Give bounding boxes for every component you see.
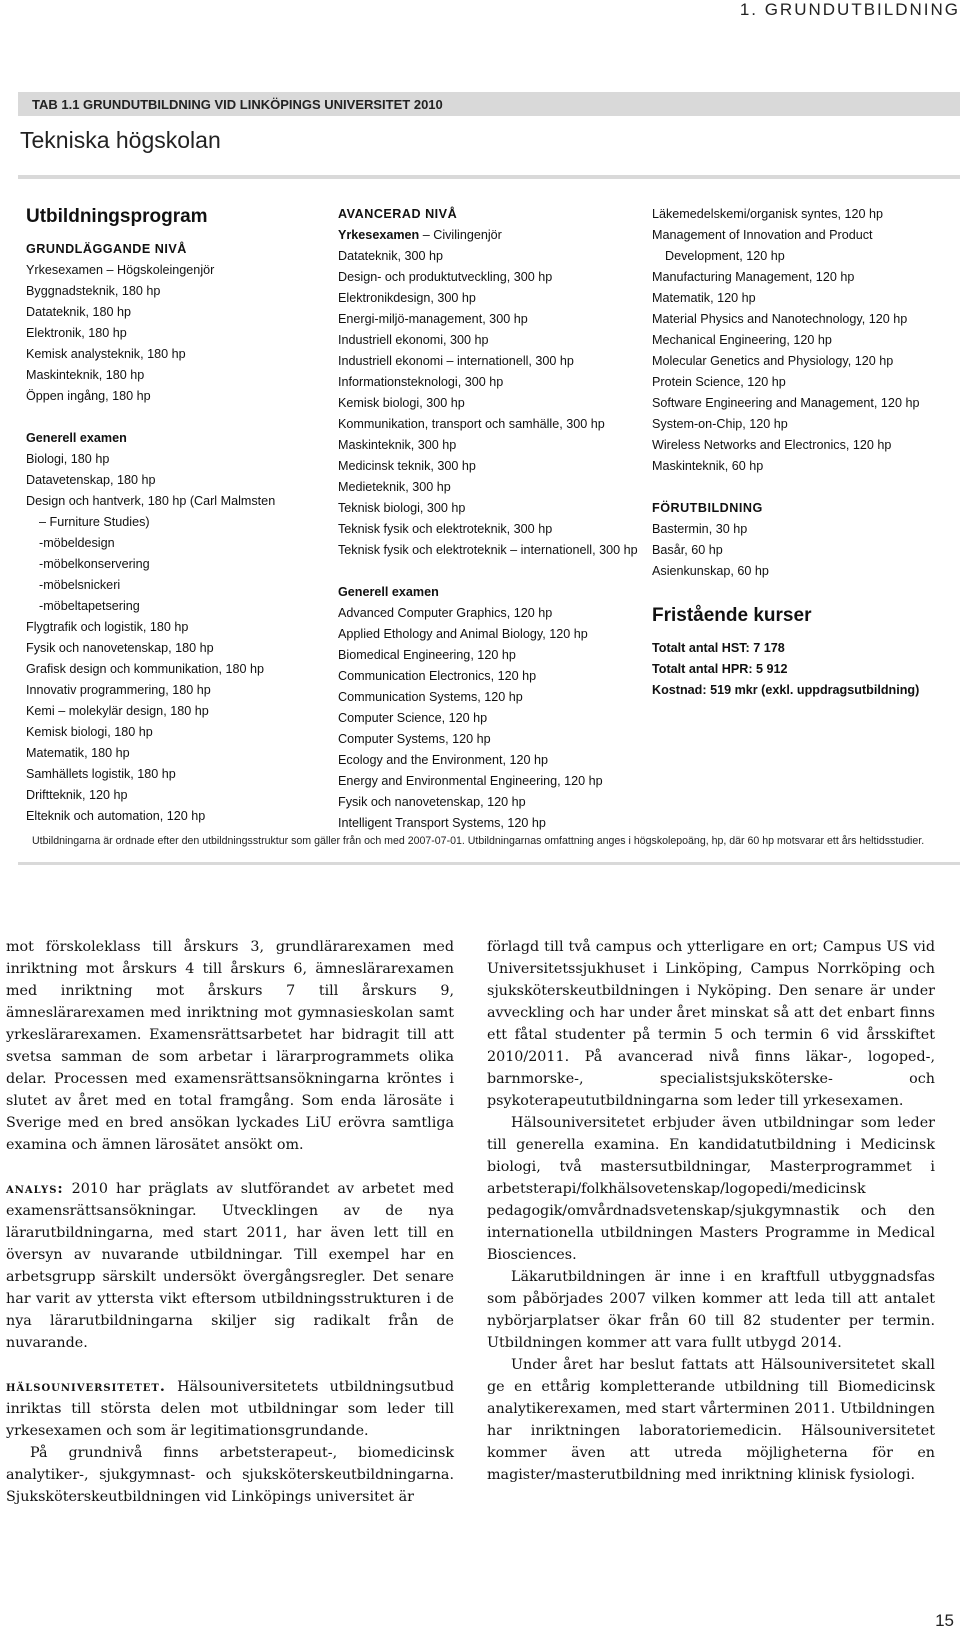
paragraph: Läkarutbildningen är inne i en kraftfull utbyggnadsfas som påbörjades 2007 vilken kommer att leda till att antalet nybörjarplatser ökar från 60 till 82 studenter per termin. Utbildningen kommer att vara fullt utbygd 2014.	[487, 1269, 935, 1351]
list-item: Samhällets logistik, 180 hp	[26, 767, 176, 781]
list-item: Maskinteknik, 180 hp	[26, 368, 145, 382]
list-item: Energi-miljö-management, 300 hp	[338, 312, 528, 326]
list-item: Kostnad: 519 mkr (exkl. uppdragsutbildning)	[652, 683, 920, 697]
list-item: Driftteknik, 120 hp	[26, 788, 128, 802]
examen-label: Yrkesexamen – Högskoleingenjör	[26, 263, 215, 277]
body-column-left	[6, 936, 454, 1508]
paragraph: Under året har beslut fattats att Hälsouniversitetet skall ge en ettårig kompletterande utbildning till Biomedicinsk analytikerexamen, med start vårterminen 2011. Utbildningen har inriktningen laboratoriemedicin. Hälsouniversitetet kommer även att utreda möjligheterna för en magister/masterutbildning med inriktning klinisk fysiologi.	[487, 1357, 935, 1483]
table-head: TAB 1.1 GRUNDUTBILDNING VID LINKÖPINGS UNIVERSITET 2010	[18, 92, 960, 116]
list-item: Kemisk biologi, 300 hp	[338, 396, 465, 410]
list-item: Teknisk biologi, 300 hp	[338, 501, 466, 515]
list-item: Intelligent Transport Systems, 120 hp	[338, 816, 546, 830]
list-item: Informationsteknologi, 300 hp	[338, 375, 504, 389]
list-item: Advanced Computer Graphics, 120 hp	[338, 606, 553, 620]
table-box	[18, 92, 960, 902]
paragraph: Hälsouniversitetet erbjuder även utbildningar som leder till generella examina. En kandidatutbildning i Medicinsk biologi, två mastersutbildningar, Masterprogrammet i arbetsterapi/folkhälsovetenskap/logopedi/medicinsk pedagogik/omvårdnadsvetenskap/sjukgymnastik och den internationella utbildningen Masters Programme in Medical Biosciences.	[487, 1115, 935, 1263]
list-item: Flygtrafik och logistik, 180 hp	[26, 620, 189, 634]
list-item: Teknisk fysik och elektroteknik – internationell, 300 hp	[338, 543, 638, 557]
list-item: Innovativ programmering, 180 hp	[26, 683, 211, 697]
list-item: Energy and Environmental Engineering, 120 hp	[338, 774, 603, 788]
table-column-1	[26, 204, 306, 827]
list-item: Industriell ekonomi – internationell, 300 hp	[338, 354, 574, 368]
list-item: Byggnadsteknik, 180 hp	[26, 284, 161, 298]
list-item: Maskinteknik, 60 hp	[652, 459, 764, 473]
list-item: Datateknik, 180 hp	[26, 305, 132, 319]
paragraph: förlagd till två campus och ytterligare en ort; Campus US vid Universitetssjukhuset i Linköping, Campus Norrköping och sjuksköterskeutbildningen i Nyköping. Den senare är under avveckling och har under året minskat så att det enbart finns ett fåtal studenter på termin 5 och termin 6 vid årsskiftet 2010/2011. På avancerad nivå finns läkar-, logoped-, barnmorske-, specialistsjuksköterske- och psykoterapeututbildningarna som leder till yrkesexamen.	[487, 939, 935, 1109]
list-item: Basår, 60 hp	[652, 543, 723, 557]
list-item: Totalt antal HPR: 5 912	[652, 662, 788, 676]
list-item: Kemi – molekylär design, 180 hp	[26, 704, 209, 718]
list-item: Software Engineering and Management, 120 hp	[652, 396, 920, 410]
list-item: Communication Systems, 120 hp	[338, 690, 523, 704]
examen-bold: Yrkesexamen	[338, 228, 420, 242]
list-item: Biomedical Engineering, 120 hp	[338, 648, 516, 662]
list-item: Material Physics and Nanotechnology, 120 hp	[652, 312, 908, 326]
list-item: Asienkunskap, 60 hp	[652, 564, 769, 578]
table-column-3	[652, 204, 952, 701]
list-item: Computer Science, 120 hp	[338, 711, 488, 725]
list-item: Elteknik och automation, 120 hp	[26, 809, 206, 823]
examen-rest: – Civilingenjör	[419, 228, 502, 242]
pre-education-heading: FÖRUTBILDNING	[652, 501, 763, 515]
list-item: Industriell ekonomi, 300 hp	[338, 333, 489, 347]
list-item: Wireless Networks and Electronics, 120 hp	[652, 438, 892, 452]
list-item: Communication Electronics, 120 hp	[338, 669, 537, 683]
table-column-2	[338, 204, 638, 834]
list-item: Design och hantverk, 180 hp (Carl Malmsten	[26, 494, 276, 508]
paragraph: hälsouniversitetet. Hälsouniversitetets utbildningsutbud inriktas till största delen mot utbildningar som leder till yrkesexamen och som är legitimationsgrundande.	[6, 1379, 454, 1439]
list-item: Grafisk design och kommunikation, 180 hp	[26, 662, 265, 676]
list-item: Mechanical Engineering, 120 hp	[652, 333, 832, 347]
list-item: Management of Innovation and Product	[652, 228, 873, 242]
list-item: System-on-Chip, 120 hp	[652, 417, 788, 431]
list-item: Ecology and the Environment, 120 hp	[338, 753, 549, 767]
list-item: Kommunikation, transport och samhälle, 300 hp	[338, 417, 605, 431]
free-courses-title: Fristående kurser	[652, 605, 812, 626]
list-item: Fysik och nanovetenskap, 180 hp	[26, 641, 214, 655]
page-number: 15	[935, 1611, 954, 1630]
list-item: Datavetenskap, 180 hp	[26, 473, 156, 487]
general-heading: Generell examen	[26, 431, 127, 445]
list-item: Elektronik, 180 hp	[26, 326, 127, 340]
list-item: Matematik, 120 hp	[652, 291, 756, 305]
list-item: Fysik och nanovetenskap, 120 hp	[338, 795, 526, 809]
paragraph: mot förskoleklass till årskurs 3, grundlärarexamen med inriktning mot årskurs 4 till årskurs 6, ämneslärarexamen med inriktning mot årskurs 7 till årskurs 9, ämneslärarexamen med inriktning mot gymnasieskolan samt yrkeslärarexamen. Examensrättsarbetet har bidragit till att svetsa samman de som arbetar i lärarprogrammets olika delar. Processen med examensrättsansökningarna kröntes i slutet av året med en total framgång. Som enda lärosäte i Sverige med en bred ansökan lyckades LiU erövra samtliga examina och ämnen lärosätet ansökt om.	[6, 939, 454, 1153]
run-in-heading: analys:	[6, 1181, 64, 1197]
table-footnote: Utbildningarna är ordnade efter den utbildningsstruktur som gäller från och med 2007-07-01. Utbildningarnas omfattning anges i högskolepoäng, hp, där 60 hp motsvarar ett års heltidsstudier.	[32, 835, 925, 847]
list-item: Teknisk fysik och elektroteknik, 300 hp	[338, 522, 553, 536]
list-item: Biologi, 180 hp	[26, 452, 110, 466]
general-heading: Generell examen	[338, 585, 439, 599]
list-item: Development, 120 hp	[665, 249, 785, 263]
list-item: Elektronikdesign, 300 hp	[338, 291, 476, 305]
body-column-right	[487, 936, 935, 1486]
running-head: 1. GRUNDUTBILDNING	[739, 0, 960, 19]
level-heading: AVANCERAD NIVÅ	[338, 207, 458, 221]
list-item: Läkemedelskemi/organisk syntes, 120 hp	[652, 207, 884, 221]
list-item: Maskinteknik, 300 hp	[338, 438, 457, 452]
list-item: Design- och produktutveckling, 300 hp	[338, 270, 553, 284]
examen-label	[338, 225, 628, 246]
list-item: Kemisk analysteknik, 180 hp	[26, 347, 186, 361]
list-item: -möbelsnickeri	[39, 578, 121, 592]
list-item: Öppen ingång, 180 hp	[26, 389, 151, 403]
list-item: Molecular Genetics and Physiology, 120 hp	[652, 354, 894, 368]
paragraph: På grundnivå finns arbetsterapeut-, biomedicinsk analytiker-, sjukgymnast- och sjuksköterskeutbildningarna. Sjuksköterskeutbildningen vid Linköpings universitet är	[6, 1445, 454, 1505]
list-item: Protein Science, 120 hp	[652, 375, 786, 389]
list-item: -möbeltapetsering	[39, 599, 140, 613]
list-item: Kemisk biologi, 180 hp	[26, 725, 153, 739]
programs-title: Utbildningsprogram	[26, 206, 208, 227]
paragraph: analys: 2010 har präglats av slutförandet av arbetet med examensrättsansökningar. Utvecklingen av de nya lärarutbildningarna, med start 2011, har även lett till en översyn av nuvarande utbildningar. Till exempel har en arbetsgrupp särskilt undersökt övergångsregler. Det senare har varit av yttersta vikt eftersom utbildningsstrukturen i de nya lärarutbildningarna skiljer sig radikalt från de nuvarande.	[6, 1181, 454, 1351]
list-item: Medicinsk teknik, 300 hp	[338, 459, 476, 473]
list-item: Datateknik, 300 hp	[338, 249, 444, 263]
list-item: Medieteknik, 300 hp	[338, 480, 451, 494]
list-item: Matematik, 180 hp	[26, 746, 130, 760]
list-item: Bastermin, 30 hp	[652, 522, 748, 536]
list-item: -möbelkonservering	[39, 557, 150, 571]
list-item: -möbeldesign	[39, 536, 115, 550]
table-subtitle: Tekniska högskolan	[18, 127, 960, 179]
list-item: Applied Ethology and Animal Biology, 120 hp	[338, 627, 588, 641]
list-item: Manufacturing Management, 120 hp	[652, 270, 855, 284]
divider	[18, 862, 960, 865]
list-item: Computer Systems, 120 hp	[338, 732, 491, 746]
list-item: – Furniture Studies)	[39, 515, 150, 529]
run-in-heading: hälsouniversitetet.	[6, 1379, 166, 1395]
level-heading: GRUNDLÄGGANDE NIVÅ	[26, 242, 187, 256]
list-item: Totalt antal HST: 7 178	[652, 641, 785, 655]
